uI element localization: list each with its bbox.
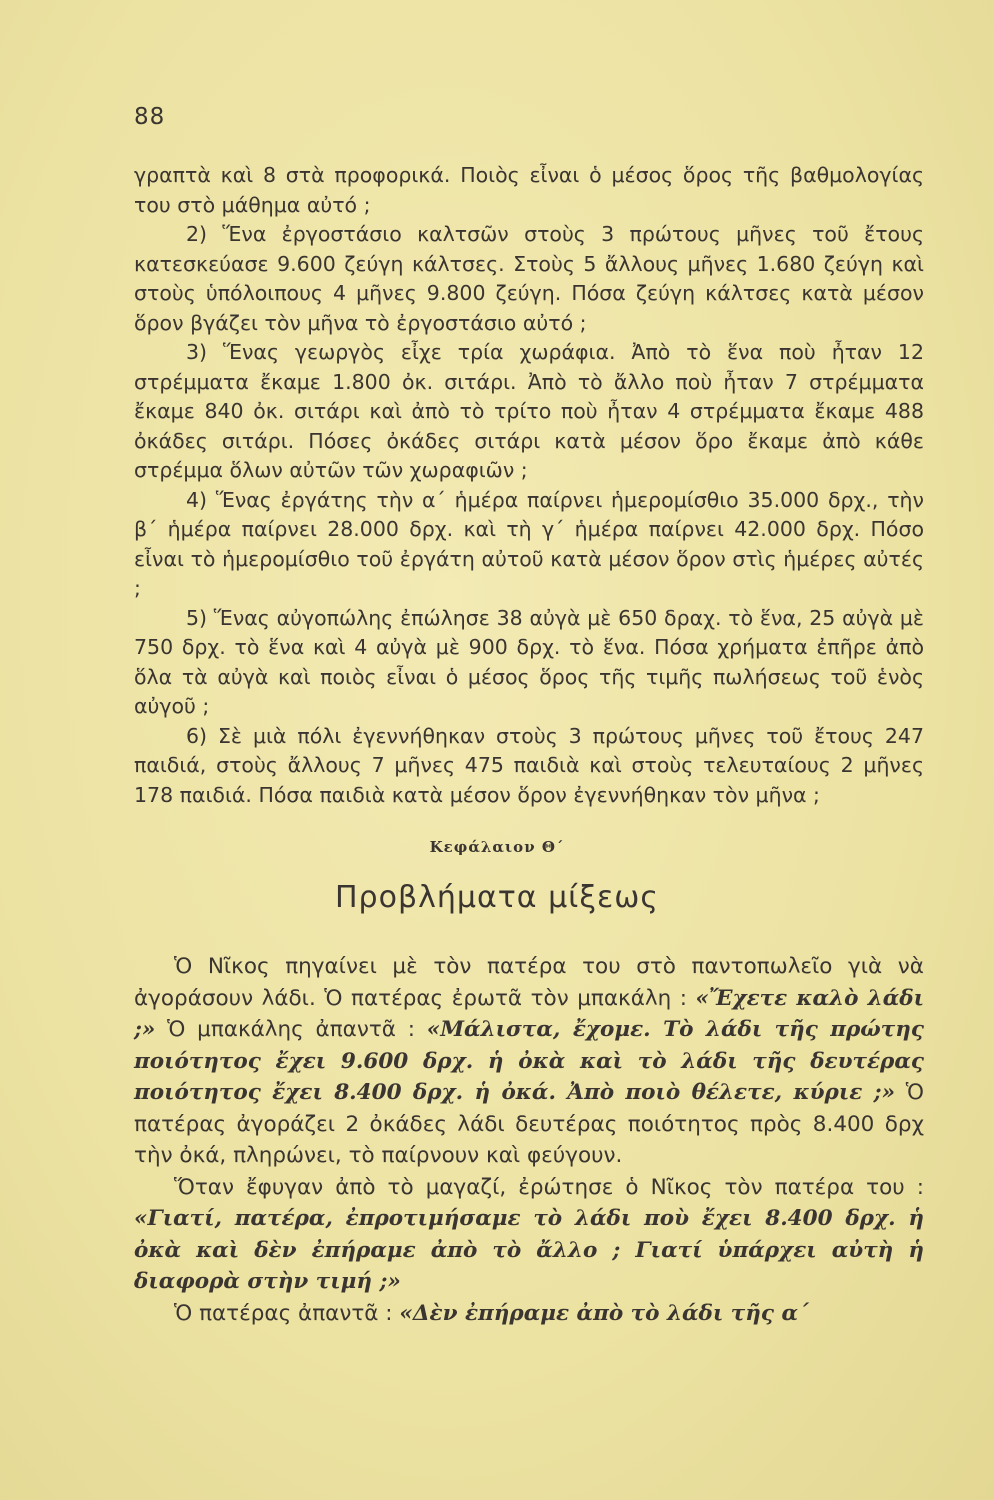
paragraph-1 — [134, 951, 924, 1172]
paragraph-1-quote-a: «Ἔχετε καλὸ λάδι ;» — [134, 985, 925, 1042]
paragraph-3-text: Ὁ πατέρας ἀπαντᾶ : — [174, 1300, 393, 1326]
paragraph-3 — [134, 1298, 924, 1330]
paragraph-3-quote: «Δὲν ἐπήραμε ἀπὸ τὸ λάδι τῆς α΄ — [399, 1300, 809, 1326]
paragraph-1-text-c: Ὁ πατέρας ἀγοράζει 2 ὀκάδες λάδι δευτέρας ποιότητος πρὸς 8.400 δρχ τὴν ὀκά, πληρώνει, τὸ παίρνουν καὶ φεύγουν. — [134, 1080, 924, 1168]
exercise-2: 2) Ἕνα ἐργοστάσιο καλτσῶν στοὺς 3 πρώτους μῆνες τοῦ ἔτους κατεσκεύασε 9.600 ζεύγη κάλτσες. Στοὺς 5 ἄλλους μῆνες 1.680 ζεύγη καὶ στοὺς ὑπόλοιπους 4 μῆνες 9.800 ζεύγη. Πόσα ζεύγη κάλτσες κατὰ μέσον ὅρον βγάζει τὸν μῆνα τὸ ἐργοστάσιο αὐτό ; — [134, 222, 924, 335]
chapter-body — [134, 951, 924, 1329]
chapter-title: Προβλήματα μίξεως — [334, 880, 660, 915]
exercise-list — [134, 161, 924, 810]
exercise-5: 5) Ἕνας αὐγοπώλης ἐπώλησε 38 αὐγὰ μὲ 650 δραχ. τὸ ἕνα, 25 αὐγὰ μὲ 750 δρχ. τὸ ἕνα καὶ 4 αὐγὰ μὲ 900 δρχ. τὸ ἕνα. Πόσα χρήματα ἐπῆρε ἀπὸ ὅλα τὰ αὐγὰ καὶ ποιὸς εἶναι ὁ μέσος ὅρος τῆς τιμῆς πωλήσεως τοῦ ἑνὸς αὐγοῦ ; — [134, 605, 924, 718]
exercise-4: 4) Ἕνας ἐργάτης τὴν α΄ ἡμέρα παίρνει ἡμερομίσθιο 35.000 δρχ., τὴν β΄ ἡμέρα παίρνει 28.000 δρχ. καὶ τὴ γ΄ ἡμέρα παίρνει 42.000 δρχ. Πόσο εἶναι τὸ ἡμερομίσθιο τοῦ ἐργάτη αὐτοῦ κατὰ μέσον ὅρον στὶς ἡμέρες αὐτές ; — [134, 487, 924, 600]
exercise-1-continuation: γραπτὰ καὶ 8 στὰ προφορικά. Ποιὸς εἶναι ὁ μέσος ὅρος τῆς βαθμολογίας του στὸ μάθημα αὐτό ; — [134, 163, 924, 217]
paragraph-2 — [134, 1172, 924, 1298]
chapter-label: Κεφάλαιον Θ΄ — [429, 838, 565, 856]
paragraph-1-text-b: Ὁ μπακάλης ἀπαντᾶ : — [167, 1017, 415, 1042]
paragraph-2-text: Ὅταν ἔφυγαν ἀπὸ τὸ μαγαζί, ἐρώτησε ὁ Νῖκος τὸν πατέρα του : — [174, 1174, 924, 1200]
exercise-6: 6) Σὲ μιὰ πόλι ἐγεννήθηκαν στοὺς 3 πρώτους μῆνες τοῦ ἔτους 247 παιδιά, στοὺς ἄλλους 7 μῆνες 475 παιδιὰ καὶ στοὺς τελευταίους 2 μῆνες 178 παιδιά. Πόσα παιδιὰ κατὰ μέσον ὅρον ἐγεννήθηκαν τὸν μῆνα ; — [134, 723, 924, 807]
paragraph-1-text-a: Ὁ Νῖκος πηγαίνει μὲ τὸν πατέρα του στὸ παντοπωλεῖο γιὰ νὰ ἀγοράσουν λάδι. Ὁ πατέρας ἐρωτᾶ τὸν μπακάλη : — [134, 954, 924, 1011]
exercise-3: 3) Ἕνας γεωργὸς εἶχε τρία χωράφια. Ἀπὸ τὸ ἕνα ποὺ ἦταν 12 στρέμματα ἔκαμε 1.800 ὀκ. σιτάρι. Ἀπὸ τὸ ἄλλο ποὺ ἦταν 7 στρέμματα ἔκαμε 840 ὀκ. σιτάρι καὶ ἀπὸ τὸ τρίτο ποὺ ἦταν 4 στρέμματα ἔκαμε 488 ὀκάδες σιτάρι. Πόσες ὀκάδες σιτάρι κατὰ μέσον ὅρο ἔκαμε ἀπὸ κάθε στρέμμα ὅλων αὐτῶν τῶν χωραφιῶν ; — [134, 340, 924, 482]
paragraph-1-quote-b: «Μάλιστα, ἔχομε. Τὸ λάδι τῆς πρώτης ποιότητος ἔχει 9.600 δρχ. ἡ ὀκὰ καὶ τὸ λάδι τῆς δευτέρας ποιότητος ἔχει 8.400 δρχ. ἡ ὀκά. Ἀπὸ ποιὸ θέλετε, κύριε ;» — [134, 1017, 924, 1105]
page-number: 88 — [134, 104, 166, 130]
paragraph-2-quote: «Γιατί, πατέρα, ἐπροτιμήσαμε τὸ λάδι ποὺ ἔχει 8.400 δρχ. ἡ ὀκὰ καὶ δὲν ἐπήραμε ἀπὸ τὸ ἄλλο ; Γιατί ὑπάρχει αὐτὴ ἡ διαφορὰ στὴν τιμή ;» — [134, 1206, 924, 1294]
